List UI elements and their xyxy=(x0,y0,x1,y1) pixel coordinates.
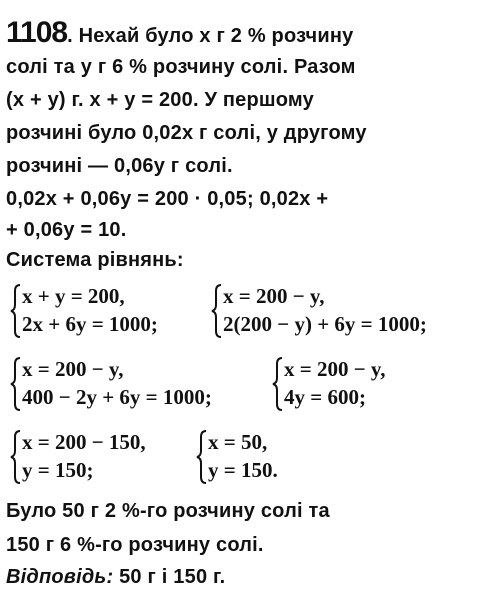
brace-icon xyxy=(10,283,22,339)
equation-line-1: 0,02x + 0,06y = 200 · 0,05; 0,02x + xyxy=(6,188,329,210)
system-2-row-2: 2(200 − y) + 6y = 1000; xyxy=(223,312,427,336)
system-4-row-1: x = 200 − y, xyxy=(284,357,386,381)
problem-line-2: солі та y г 6 % розчину солі. Разом xyxy=(6,56,356,78)
system-3-row-2: 400 − 2y + 6y = 1000; xyxy=(22,385,212,409)
conclusion-line-1: Було 50 г 2 %-го розчину солі та xyxy=(6,500,330,522)
system-1-row-1: x + y = 200, xyxy=(22,284,125,308)
system-3-row-1: x = 200 − y, xyxy=(22,357,124,381)
answer-line xyxy=(6,566,225,589)
answer-label: Відповідь: xyxy=(6,566,114,588)
brace-icon xyxy=(10,356,22,412)
system-heading: Система рівнянь: xyxy=(6,249,184,271)
brace-icon xyxy=(211,283,223,339)
brace-icon xyxy=(10,429,22,485)
system-6-row-2: y = 150. xyxy=(208,458,278,482)
system-2-row-1: x = 200 − y, xyxy=(223,284,325,308)
problem-text-1: Нехай було x г 2 % розчину xyxy=(78,25,354,47)
system-6-row-1: x = 50, xyxy=(208,430,268,454)
brace-icon xyxy=(196,429,208,485)
system-1-row-2: 2x + 6y = 1000; xyxy=(22,312,158,336)
problem-line-3: (x + y) г. x + y = 200. У першому xyxy=(6,89,314,111)
problem-line-4: розчині було 0,02x г солі, у другому xyxy=(6,122,367,144)
problem-line-5: розчині — 0,06y г солі. xyxy=(6,155,233,177)
problem-number: 1108 xyxy=(6,16,68,49)
equation-line-2: + 0,06y = 10. xyxy=(6,219,127,241)
conclusion-line-2: 150 г 6 %-го розчину солі. xyxy=(6,534,264,556)
answer-text: 50 г і 150 г. xyxy=(119,566,226,588)
system-5-row-2: y = 150; xyxy=(22,458,94,482)
brace-icon xyxy=(272,356,284,412)
problem-line-1: 1108. Нехай було x г 2 % розчину xyxy=(6,16,354,49)
system-5-row-1: x = 200 − 150, xyxy=(22,430,146,454)
system-4-row-2: 4y = 600; xyxy=(284,385,366,409)
